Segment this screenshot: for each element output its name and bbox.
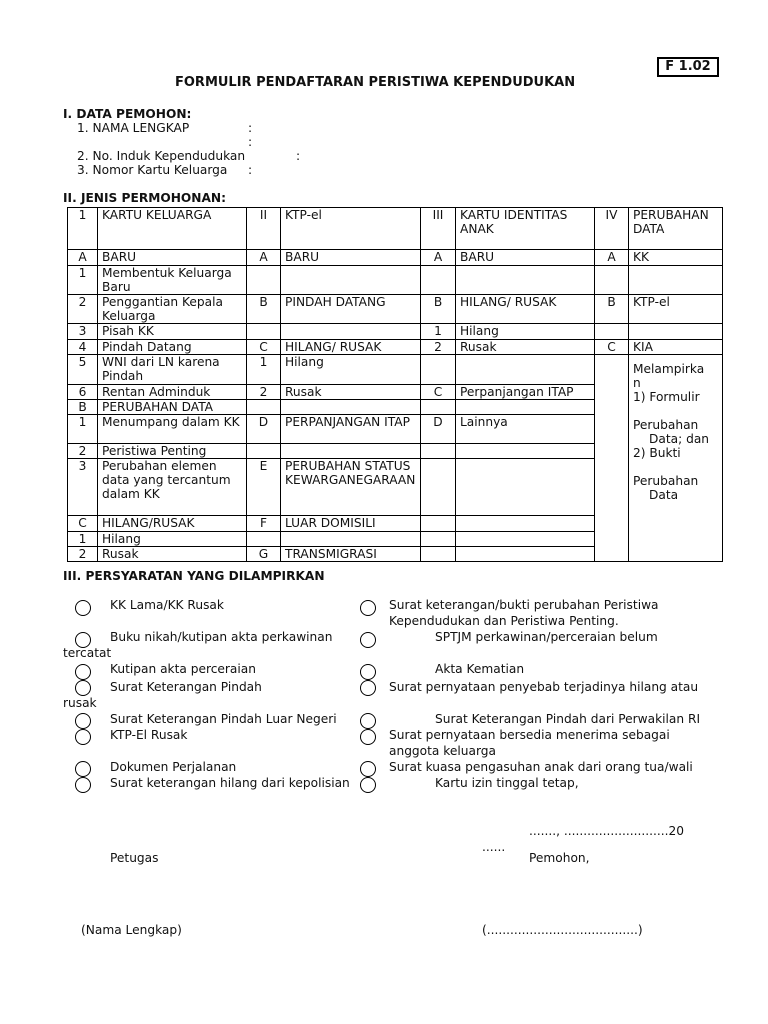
table-cell: KARTU KELUARGA (98, 208, 247, 250)
table-cell: Membentuk Keluarga Baru (98, 266, 247, 295)
table-cell: 1 (421, 324, 456, 340)
note-line (633, 404, 718, 418)
table-cell: 5 (68, 355, 98, 385)
table-cell: D (421, 415, 456, 444)
table-cell: C (421, 385, 456, 400)
table-cell: HILANG/RUSAK (98, 516, 247, 532)
table-cell: A (595, 250, 629, 266)
req-bersedia-menerima-cont: anggota keluarga (389, 744, 496, 758)
table-cell: 1 (247, 355, 281, 385)
table-cell (456, 516, 595, 532)
table-cell: KIA (629, 340, 723, 355)
field-kk-label: 3. Nomor Kartu Keluarga (77, 163, 228, 177)
table-cell: Peristiwa Penting (98, 444, 247, 459)
checkbox-kitap[interactable] (360, 777, 376, 793)
officer-name: (Nama Lengkap) (81, 923, 182, 937)
table-cell: 6 (68, 385, 98, 400)
req-surat-kuasa: Surat kuasa pengasuhan anak dari orang tua/wali (389, 760, 693, 774)
table-cell: Rusak (281, 385, 421, 400)
req-pindah-ln: Surat Keterangan Pindah Luar Negeri (110, 712, 337, 726)
date-line-cont: ...... (482, 840, 506, 854)
table-cell (247, 400, 281, 415)
table-cell: BARU (98, 250, 247, 266)
checkbox-akta-kematian[interactable] (360, 664, 376, 680)
field-nik-colon: : (296, 149, 301, 163)
date-line: ......., ...........................20 (529, 824, 684, 838)
checkbox-ktp-rusak[interactable] (75, 729, 91, 745)
checkbox-dokumen-perjalanan[interactable] (75, 761, 91, 777)
checkbox-bersedia-menerima[interactable] (360, 729, 376, 745)
req-kitap: Kartu izin tinggal tetap, (435, 776, 579, 790)
req-bukti-perubahan: Surat keterangan/bukti perubahan Peristiwa (389, 598, 659, 612)
checkbox-ket-pindah[interactable] (75, 680, 91, 696)
table-cell: Menumpang dalam KK (98, 415, 247, 444)
req-ket-hilang: Surat keterangan hilang dari kepolisian (110, 776, 350, 790)
officer-label: Petugas (110, 851, 159, 865)
table-cell: 1 (68, 532, 98, 547)
table-cell: B (421, 295, 456, 324)
table-cell (421, 516, 456, 532)
req-pernyataan-hilang: Surat pernyataan penyebab terjadinya hilang atau (389, 680, 699, 694)
table-cell: Hilang (456, 324, 595, 340)
table-cell: Penggantian Kepala Keluarga (98, 295, 247, 324)
table-cell: KTP-el (629, 295, 723, 324)
table-cell (247, 324, 281, 340)
table-cell: HILANG/ RUSAK (281, 340, 421, 355)
note-line: Melampirka (633, 362, 705, 376)
table-cell: F (247, 516, 281, 532)
table-cell: Rusak (456, 340, 595, 355)
table-cell: WNI dari LN karena Pindah (98, 355, 247, 385)
form-code-box: F 1.02 (657, 57, 719, 77)
note-line: Data; dan (649, 432, 710, 446)
checkbox-akta-cerai[interactable] (75, 664, 91, 680)
table-cell (629, 266, 723, 295)
note-line: 1) Formulir (633, 390, 700, 404)
req-bukti-perubahan-cont: Kependudukan dan Peristiwa Penting. (389, 614, 619, 628)
checkbox-kk-lama[interactable] (75, 600, 91, 616)
table-cell (247, 532, 281, 547)
table-cell: Rentan Adminduk (98, 385, 247, 400)
table-cell (281, 444, 421, 459)
req-rusak-cont: rusak (63, 696, 97, 710)
table-row (68, 295, 723, 324)
table-cell (421, 444, 456, 459)
table-cell: 3 (68, 324, 98, 340)
table-cell (595, 266, 629, 295)
table-cell: 1 (68, 266, 98, 295)
table-cell: 2 (68, 444, 98, 459)
table-cell: KARTU IDENTITAS ANAK (456, 208, 595, 250)
checkbox-pindah-ln[interactable] (75, 713, 91, 729)
table-cell: PERUBAHAN STATUS KEWARGANEGARAAN (281, 459, 421, 516)
checkbox-bukti-perubahan[interactable] (360, 600, 376, 616)
table-cell (421, 400, 456, 415)
note-line (633, 460, 718, 474)
req-sptjm: SPTJM perkawinan/perceraian belum (435, 630, 658, 644)
applicant-name: (.......................................) (482, 923, 643, 937)
table-cell: II (247, 208, 281, 250)
req-dokumen-perjalanan: Dokumen Perjalanan (110, 760, 237, 774)
table-cell: Perpanjangan ITAP (456, 385, 595, 400)
table-cell: D (247, 415, 281, 444)
field-nama-colon-2: : (248, 135, 253, 149)
table-cell (247, 444, 281, 459)
table-cell: C (247, 340, 281, 355)
req-pindah-perwakilan: Surat Keterangan Pindah dari Perwakilan RI (435, 712, 701, 726)
table-cell: 1 (68, 208, 98, 250)
table-cell: 2 (421, 340, 456, 355)
table-cell: PERPANJANGAN ITAP (281, 415, 421, 444)
note-line: Data (649, 488, 679, 502)
checkbox-surat-kuasa[interactable] (360, 761, 376, 777)
table-cell (421, 266, 456, 295)
table-cell: LUAR DOMISILI (281, 516, 421, 532)
table-cell (595, 355, 629, 562)
table-cell (421, 532, 456, 547)
req-ktp-rusak: KTP-El Rusak (110, 728, 188, 742)
req-akta-kematian: Akta Kematian (435, 662, 525, 676)
table-cell: 4 (68, 340, 98, 355)
note-cell (629, 355, 723, 562)
table-cell: IV (595, 208, 629, 250)
req-buku-nikah-cont: tercatat (63, 646, 112, 660)
checkbox-ket-hilang[interactable] (75, 777, 91, 793)
req-kk-lama: KK Lama/KK Rusak (110, 598, 224, 612)
checkbox-pernyataan-hilang[interactable] (360, 680, 376, 696)
table-cell (456, 444, 595, 459)
permohonan-table (67, 207, 723, 562)
table-cell: KK (629, 250, 723, 266)
section1-heading: I. DATA PEMOHON: (63, 107, 192, 121)
table-cell: Hilang (98, 532, 247, 547)
table-cell: III (421, 208, 456, 250)
table-cell: Pisah KK (98, 324, 247, 340)
note-line: 2) Bukti (633, 446, 681, 460)
table-cell (281, 400, 421, 415)
section3-heading: III. PERSYARATAN YANG DILAMPIRKAN (63, 569, 325, 583)
table-cell: PINDAH DATANG (281, 295, 421, 324)
field-nama-label: 1. NAMA LENGKAP (77, 121, 190, 135)
table-row (68, 355, 723, 385)
table-cell: 1 (68, 415, 98, 444)
section2-heading: II. JENIS PERMOHONAN: (63, 191, 226, 205)
note-line: Perubahan (633, 474, 699, 488)
field-nik-label: 2. No. Induk Kependudukan (77, 149, 246, 163)
table-cell (629, 324, 723, 340)
table-cell: Pindah Datang (98, 340, 247, 355)
table-cell (281, 532, 421, 547)
table-row (68, 340, 723, 355)
table-cell: KTP-el (281, 208, 421, 250)
table-cell: BARU (456, 250, 595, 266)
table-cell (421, 355, 456, 385)
table-cell: 3 (68, 459, 98, 516)
checkbox-pindah-perwakilan[interactable] (360, 713, 376, 729)
table-cell (247, 266, 281, 295)
table-cell (456, 266, 595, 295)
field-nama-colon: : (248, 121, 253, 135)
table-cell: C (595, 340, 629, 355)
table-cell (421, 547, 456, 562)
table-cell: Lainnya (456, 415, 595, 444)
table-cell: Hilang (281, 355, 421, 385)
table-cell: HILANG/ RUSAK (456, 295, 595, 324)
table-cell: A (247, 250, 281, 266)
table-cell: E (247, 459, 281, 516)
req-akta-cerai: Kutipan akta perceraian (110, 662, 256, 676)
table-cell: C (68, 516, 98, 532)
table-cell (281, 324, 421, 340)
req-ket-pindah: Surat Keterangan Pindah (110, 680, 262, 694)
table-row (68, 324, 723, 340)
table-cell: A (421, 250, 456, 266)
table-cell (421, 459, 456, 516)
table-row (68, 208, 723, 250)
table-cell: TRANSMIGRASI (281, 547, 421, 562)
note-line: n (633, 376, 641, 390)
table-cell: PERUBAHAN DATA (629, 208, 723, 250)
table-cell (456, 459, 595, 516)
req-bersedia-menerima: Surat pernyataan bersedia menerima sebagai (389, 728, 670, 742)
table-row (68, 266, 723, 295)
req-buku-nikah: Buku nikah/kutipan akta perkawinan (110, 630, 333, 644)
table-row (68, 250, 723, 266)
table-cell (281, 266, 421, 295)
table-cell: 2 (68, 295, 98, 324)
table-cell (456, 547, 595, 562)
applicant-label: Pemohon, (529, 851, 590, 865)
table-cell: 2 (68, 547, 98, 562)
form-title: FORMULIR PENDAFTARAN PERISTIWA KEPENDUDUKAN (175, 75, 576, 90)
note-line: Perubahan (633, 418, 699, 432)
field-kk-colon: : (248, 163, 253, 177)
table-cell: BARU (281, 250, 421, 266)
table-cell: B (595, 295, 629, 324)
table-cell (456, 400, 595, 415)
table-cell: G (247, 547, 281, 562)
table-cell: Rusak (98, 547, 247, 562)
table-cell: PERUBAHAN DATA (98, 400, 247, 415)
table-cell: B (247, 295, 281, 324)
table-cell: B (68, 400, 98, 415)
table-cell: A (68, 250, 98, 266)
table-cell (456, 355, 595, 385)
table-cell (456, 532, 595, 547)
table-cell: Perubahan elemen data yang tercantum dalam KK (98, 459, 247, 516)
table-cell: 2 (247, 385, 281, 400)
table-cell (595, 324, 629, 340)
checkbox-sptjm[interactable] (360, 632, 376, 648)
